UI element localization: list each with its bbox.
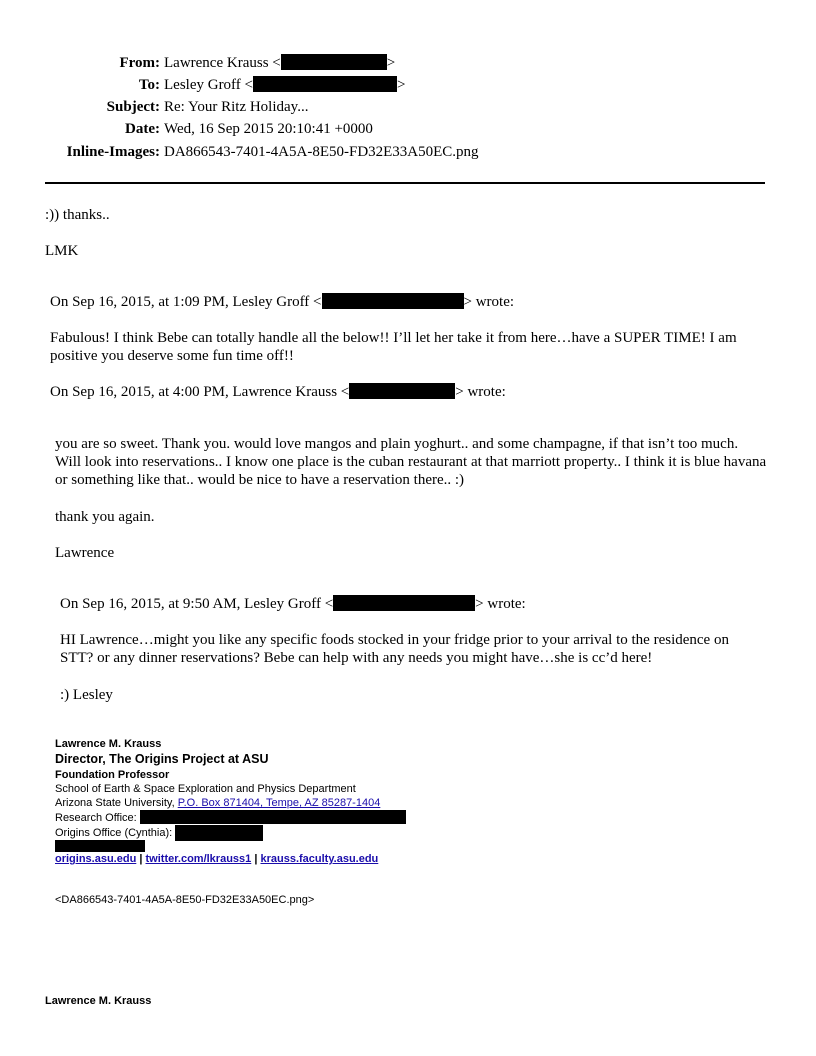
to-value xyxy=(164,76,405,94)
quote3-header xyxy=(60,595,526,613)
redaction-box xyxy=(349,383,455,399)
reply-line-lmk: LMK xyxy=(45,243,79,259)
link-separator: | xyxy=(136,853,146,865)
twitter-link[interactable]: twitter.com/lkrauss1 xyxy=(145,853,252,865)
to-close: > xyxy=(397,77,406,93)
research-office-label: Research Office: xyxy=(55,812,140,824)
quote1-header xyxy=(50,293,514,311)
link-separator: | xyxy=(251,853,261,865)
quote1-wrote: > wrote: xyxy=(463,294,515,310)
quote3-text: HI Lawrence…might you like any specific foods stocked in your fridge prior to your arrival to the residence on STT? or any dinner reservations? Bebe can help with any needs you might have…she is cc’d here! xyxy=(60,632,729,666)
redaction-box xyxy=(175,825,263,841)
to-label: To: xyxy=(138,77,160,93)
redaction-box xyxy=(140,810,406,824)
inline-images-value: DA866543-7401-4A5A-8E50-FD32E33A50EC.png xyxy=(164,144,479,160)
signature-research-office xyxy=(55,810,406,825)
signature-links xyxy=(55,852,378,866)
attachment-name[interactable]: <DA866543-7401-4A5A-8E50-FD32E33A50EC.png> xyxy=(55,894,315,906)
signature-address xyxy=(55,796,380,810)
header-divider xyxy=(45,182,765,184)
to-name: Lesley Groff < xyxy=(164,77,253,93)
from-name: Lawrence Krauss < xyxy=(164,55,281,71)
reply-line-thanks: :)) thanks.. xyxy=(45,207,110,223)
subject-label: Subject: xyxy=(106,99,160,115)
signature-title: Director, The Origins Project at ASU xyxy=(55,752,269,766)
quote2-header xyxy=(50,383,506,401)
signature-dept: School of Earth & Space Exploration and Physics Department xyxy=(55,783,356,795)
redaction-box xyxy=(253,76,397,92)
quote1-text: Fabulous! I think Bebe can totally handle all the below!! I’ll let her take it from here…have a SUPER TIME! I am positive you deserve some fun time off!! xyxy=(50,330,737,364)
origins-office-label: Origins Office (Cynthia): xyxy=(55,827,176,839)
date-value: Wed, 16 Sep 2015 20:10:41 +0000 xyxy=(164,121,373,137)
signature-phone-redacted xyxy=(55,839,145,853)
quote3-wrote: > wrote: xyxy=(475,596,526,612)
redaction-box xyxy=(55,840,145,852)
inline-images-label: Inline-Images: xyxy=(66,144,160,160)
address-link[interactable]: P.O. Box 871404, Tempe, AZ 85287-1404 xyxy=(177,797,381,809)
quote2-signature: Lawrence xyxy=(55,545,115,561)
redaction-box xyxy=(333,595,475,611)
faculty-link[interactable]: krauss.faculty.asu.edu xyxy=(260,853,379,865)
quote2-text: you are so sweet. Thank you. would love mangos and plain yoghurt.. and some champagne, if that isn’t too much. Will look into reservations.. I know one place is the cuban restaurant at that marriott property.. I think it is blue havana or something like that.. would be nice to have a reservation there.. :) xyxy=(55,436,767,488)
redaction-box xyxy=(281,54,387,70)
quote3-intro: On Sep 16, 2015, at 9:50 AM, Lesley Groff < xyxy=(60,596,334,612)
signature-name: Lawrence M. Krauss xyxy=(55,738,162,750)
from-value xyxy=(164,54,395,72)
quote2-thanks: thank you again. xyxy=(55,509,155,525)
origins-link[interactable]: origins.asu.edu xyxy=(55,853,137,865)
from-label: From: xyxy=(119,55,160,71)
subject-value: Re: Your Ritz Holiday... xyxy=(164,99,309,115)
quote3-signature: :) Lesley xyxy=(60,687,113,703)
quote2-intro: On Sep 16, 2015, at 4:00 PM, Lawrence Krauss < xyxy=(50,384,350,400)
page-footer-name: Lawrence M. Krauss xyxy=(45,995,152,1007)
from-close: > xyxy=(386,55,396,71)
quote2-wrote: > wrote: xyxy=(455,384,506,400)
date-label: Date: xyxy=(125,121,160,137)
quote1-intro: On Sep 16, 2015, at 1:09 PM, Lesley Groff < xyxy=(50,294,322,310)
redaction-box xyxy=(322,293,464,309)
signature-university: Arizona State University, xyxy=(55,797,178,809)
signature-role: Foundation Professor xyxy=(55,769,170,781)
